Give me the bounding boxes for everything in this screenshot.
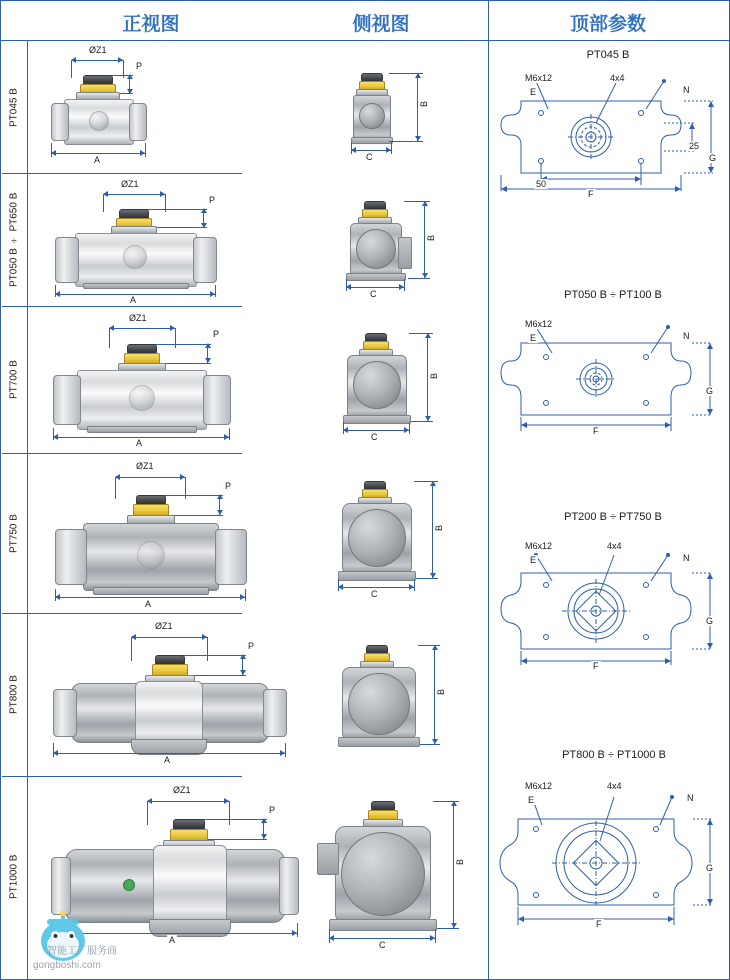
dim-label-b: B: [419, 101, 429, 108]
top-label-g-pt200: G: [706, 616, 714, 626]
dim-label-b: B: [426, 235, 436, 242]
dim-label-p: P: [248, 641, 255, 651]
row-label-pt050: PT050 B ÷ PT650 B: [8, 192, 20, 288]
top-block-title-pt045: PT045 B: [586, 49, 630, 61]
dim-label-p: P: [225, 481, 232, 491]
top-block-title-pt200: PT200 B ÷ PT750 B: [564, 511, 662, 523]
dim-label-b: B: [429, 373, 439, 380]
dim-label-z1: ØZ1: [136, 461, 154, 471]
drawing-front-pt800: [31, 619, 291, 771]
drawing-side-pt800: [316, 619, 496, 771]
dim-label-a: A: [94, 155, 101, 165]
dim-label-z1: ØZ1: [173, 785, 191, 795]
top-label-n-pt050: N: [683, 331, 690, 341]
drawing-side-pt1000: [311, 783, 491, 973]
row-label-pt700: PT700 B: [8, 360, 20, 400]
dim-label-z1: ØZ1: [121, 179, 139, 189]
top-label-d50-pt045: 50: [536, 179, 547, 189]
dim-label-p: P: [136, 61, 143, 71]
dim-label-b: B: [436, 689, 446, 696]
top-label-square-pt800: 4x4: [607, 781, 622, 791]
row-label-pt045: PT045 B: [8, 88, 20, 128]
row-divider: [2, 613, 242, 614]
drawing-front-pt045: [31, 45, 231, 171]
dim-label-p: P: [213, 329, 220, 339]
top-label-f-pt050: F: [593, 426, 599, 436]
dim-label-a: A: [136, 438, 143, 448]
dim-label-z1: ØZ1: [155, 621, 173, 631]
dim-label-z1: ØZ1: [129, 313, 147, 323]
top-label-thread-pt050: M6x12: [525, 319, 553, 329]
top-label-e-pt200: E: [530, 555, 537, 565]
top-label-thread-pt045: M6x12: [525, 73, 553, 83]
dim-label-c: C: [379, 940, 386, 950]
dim-label-p: P: [209, 195, 216, 205]
dim-label-c: C: [371, 589, 378, 599]
row-divider: [2, 453, 242, 454]
dim-label-b: B: [455, 859, 465, 866]
column-header-top-params: 顶部参数: [569, 14, 646, 35]
top-block-title-pt800: PT800 B ÷ PT1000 B: [562, 749, 666, 761]
dim-label-c: C: [370, 289, 377, 299]
watermark-text-cn: 智能工厂服务商: [47, 946, 117, 957]
top-label-f-pt200: F: [593, 661, 599, 671]
top-label-g-pt800: G: [706, 863, 714, 873]
row-divider: [2, 776, 242, 777]
drawing-front-pt700: [31, 313, 271, 451]
top-label-f-pt800: F: [596, 919, 602, 929]
top-label-n-pt045: N: [683, 85, 690, 95]
row-label-pt800: PT800 B: [8, 675, 20, 715]
top-block-title-pt050: PT050 B ÷ PT100 B: [564, 289, 662, 301]
top-label-n-pt200: N: [683, 553, 690, 563]
watermark-text-url: gongboshi.com: [33, 960, 101, 971]
dim-label-a: A: [130, 295, 137, 305]
top-label-square-pt045: 4x4: [610, 73, 625, 83]
column-header-side-view: 侧视图: [352, 14, 410, 35]
drawing-side-pt045: [331, 45, 491, 171]
top-label-g-pt045: G: [709, 153, 717, 163]
dim-label-a: A: [145, 599, 152, 609]
top-label-n-pt800: N: [687, 793, 694, 803]
row-divider: [2, 306, 242, 307]
dim-label-p: P: [269, 805, 276, 815]
dim-label-b: B: [434, 525, 444, 532]
top-label-e-pt050: E: [530, 333, 537, 343]
drawing-side-pt700: [321, 313, 496, 451]
dim-label-a: A: [164, 755, 171, 765]
drawing-side-pt050: [326, 179, 496, 303]
drawing-front-pt750: [31, 459, 281, 609]
top-label-square-pt200: 4x4: [607, 541, 622, 551]
dim-label-c: C: [366, 152, 373, 162]
top-label-thread-pt800: M6x12: [525, 781, 553, 791]
dim-label-z1: ØZ1: [89, 45, 107, 55]
column-header-front-view: 正视图: [122, 14, 180, 35]
top-label-d25-pt045: 25: [689, 141, 700, 151]
dim-label-c: C: [371, 432, 378, 442]
drawing-side-pt750: [316, 459, 496, 609]
top-label-g-pt050: G: [706, 386, 714, 396]
top-label-e-pt045: E: [530, 87, 537, 97]
top-diagram-pt050: [496, 313, 726, 431]
top-label-e-pt800: E: [528, 795, 535, 805]
table-header: [1, 1, 729, 41]
row-label-pt750: PT750 B: [8, 514, 20, 553]
row-label-pt1000: PT1000 B: [8, 854, 20, 900]
dim-label-a: A: [169, 935, 176, 945]
top-label-f-pt045: F: [588, 189, 594, 199]
top-label-thread-pt200: M6x12: [525, 541, 553, 551]
drawing-front-pt050: [31, 179, 251, 303]
row-divider: [2, 173, 242, 174]
